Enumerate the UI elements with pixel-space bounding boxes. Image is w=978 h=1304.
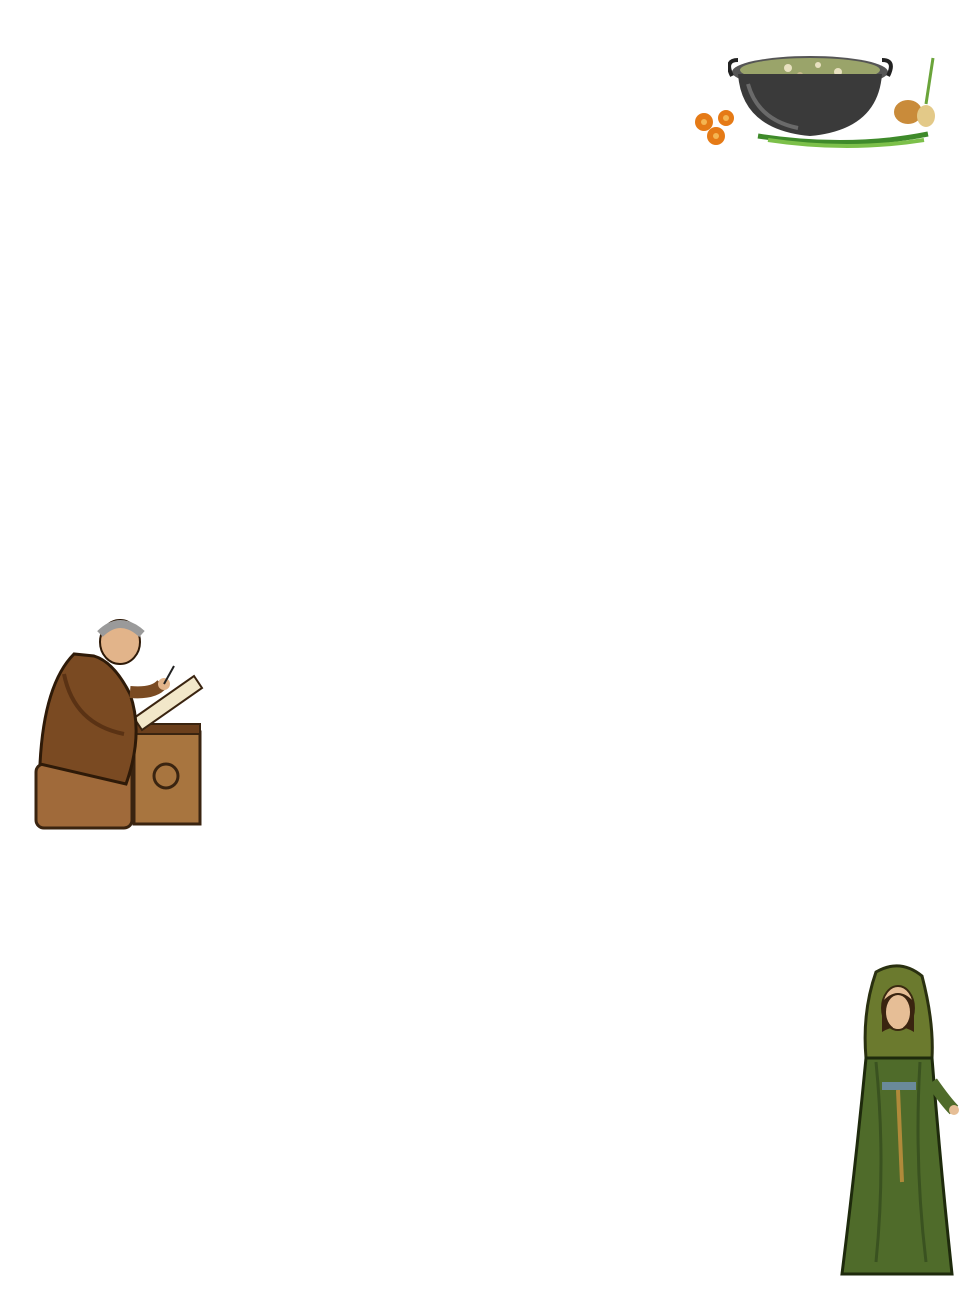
- page: [38, 38, 942, 1266]
